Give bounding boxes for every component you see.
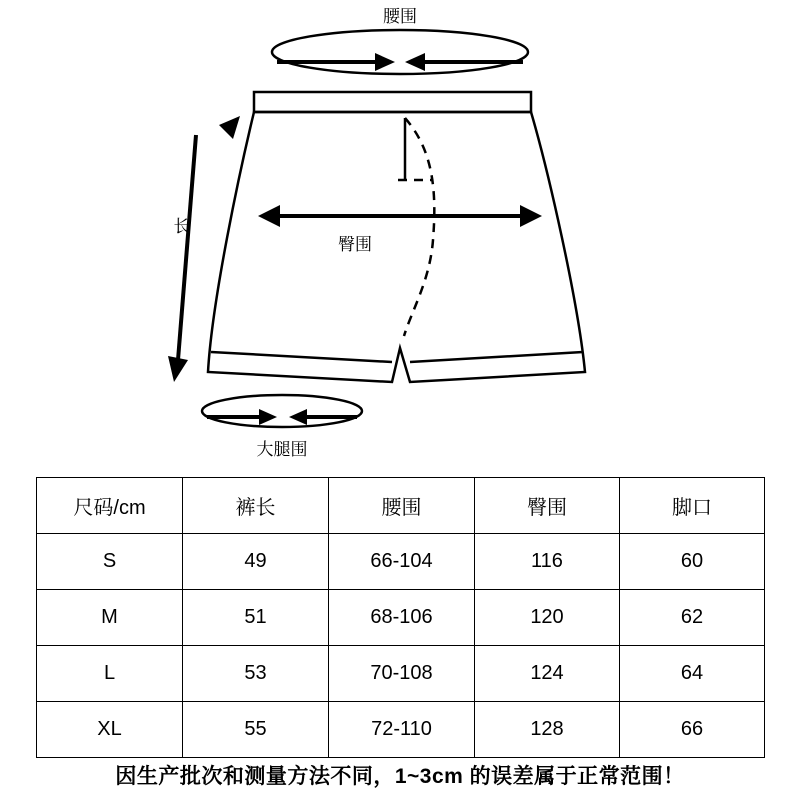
label-waist: 腰围 [383,7,417,26]
table-cell: 66 [620,702,765,758]
table-header-cell: 腰围 [329,478,475,534]
waist-arrow-left [277,53,395,71]
table-header-row [37,478,765,534]
table-header-cell: 尺码/cm [37,478,183,534]
label-length: 长 [173,217,191,236]
waist-arrow-right [405,53,523,71]
table-cell: S [37,534,183,590]
table-header-cell: 臀围 [475,478,620,534]
fly-seam-dashed [398,118,434,336]
table-header-cell: 脚口 [620,478,765,534]
table-cell: 124 [475,646,620,702]
table-cell: 64 [620,646,765,702]
shorts-outline [208,92,585,382]
table-row [37,534,765,590]
label-hip: 臀围 [338,235,372,254]
table-header-cell: 裤长 [183,478,329,534]
thigh-arrow-left [207,409,277,425]
table-cell: 51 [183,590,329,646]
table-cell: 72-110 [329,702,475,758]
measurement-tolerance-note: 因生产批次和测量方法不同，1~3cm 的误差属于正常范围！ [115,765,685,788]
size-table [36,477,765,758]
table-cell: 128 [475,702,620,758]
table-cell: 62 [620,590,765,646]
table-cell: 116 [475,534,620,590]
label-thigh: 大腿围 [256,440,308,459]
table-cell: 68-106 [329,590,475,646]
hip-arrow [258,205,542,227]
table-cell: 70-108 [329,646,475,702]
table-cell: XL [37,702,183,758]
table-cell: 49 [183,534,329,590]
table-row [37,590,765,646]
table-cell: L [37,646,183,702]
waist-ellipse [272,30,528,74]
thigh-ellipse [202,395,362,427]
table-cell: M [37,590,183,646]
table-row [37,702,765,758]
length-arrow [168,116,240,382]
table-cell: 53 [183,646,329,702]
thigh-arrow-right [289,409,357,425]
table-row [37,646,765,702]
table-cell: 60 [620,534,765,590]
table-cell: 120 [475,590,620,646]
table-cell: 55 [183,702,329,758]
table-cell: 66-104 [329,534,475,590]
